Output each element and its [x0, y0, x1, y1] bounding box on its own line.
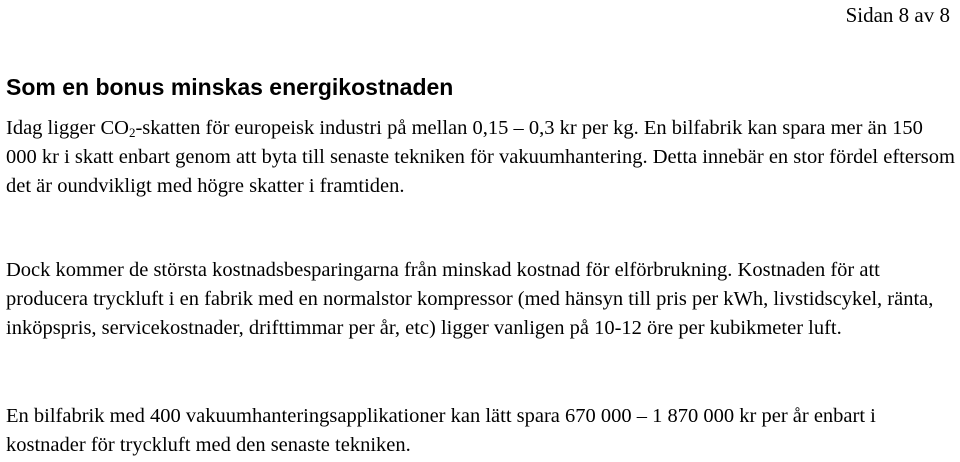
paragraph-co2-tax-rest: -skatten för europeisk industri på mellan 0,15 – 0,3 kr per kg. En bilfabrik kan spara mer än 150 000 kr i skatt enbart genom att byta till senaste tekniken för vakuumhantering. Detta innebär en stor fördel eftersom det är oundvikligt med högre skatter i framtiden. — [6, 117, 955, 197]
paragraph-car-factory-savings: En bilfabrik med 400 vakuumhanteringsapplikationer kan lätt spara 670 000 – 1 870 000 kr per år enbart i kostnader för tryckluft med den senaste tekniken. — [6, 405, 876, 456]
page-number: Sidan 8 av 8 — [845, 3, 950, 27]
section-title: Som en bonus minskas energikostnaden — [6, 74, 454, 100]
paragraph-electricity-savings: Dock kommer de största kostnadsbesparingarna från minskad kostnad för elförbrukning. Kostnaden för att producera tryckluft i en fabrik med en normalstor kompressor (med hänsyn till pris per kWh, livstidscykel, ränta, inköpspris, servicekostnader, drifttimmar per år, etc) ligger vanligen på 10-12 öre per kubikmeter luft. — [6, 259, 934, 339]
paragraph-co2-tax — [6, 114, 956, 201]
co2-subscript: 2 — [128, 125, 136, 140]
paragraph-co2-tax-start: Idag ligger CO — [6, 117, 129, 139]
